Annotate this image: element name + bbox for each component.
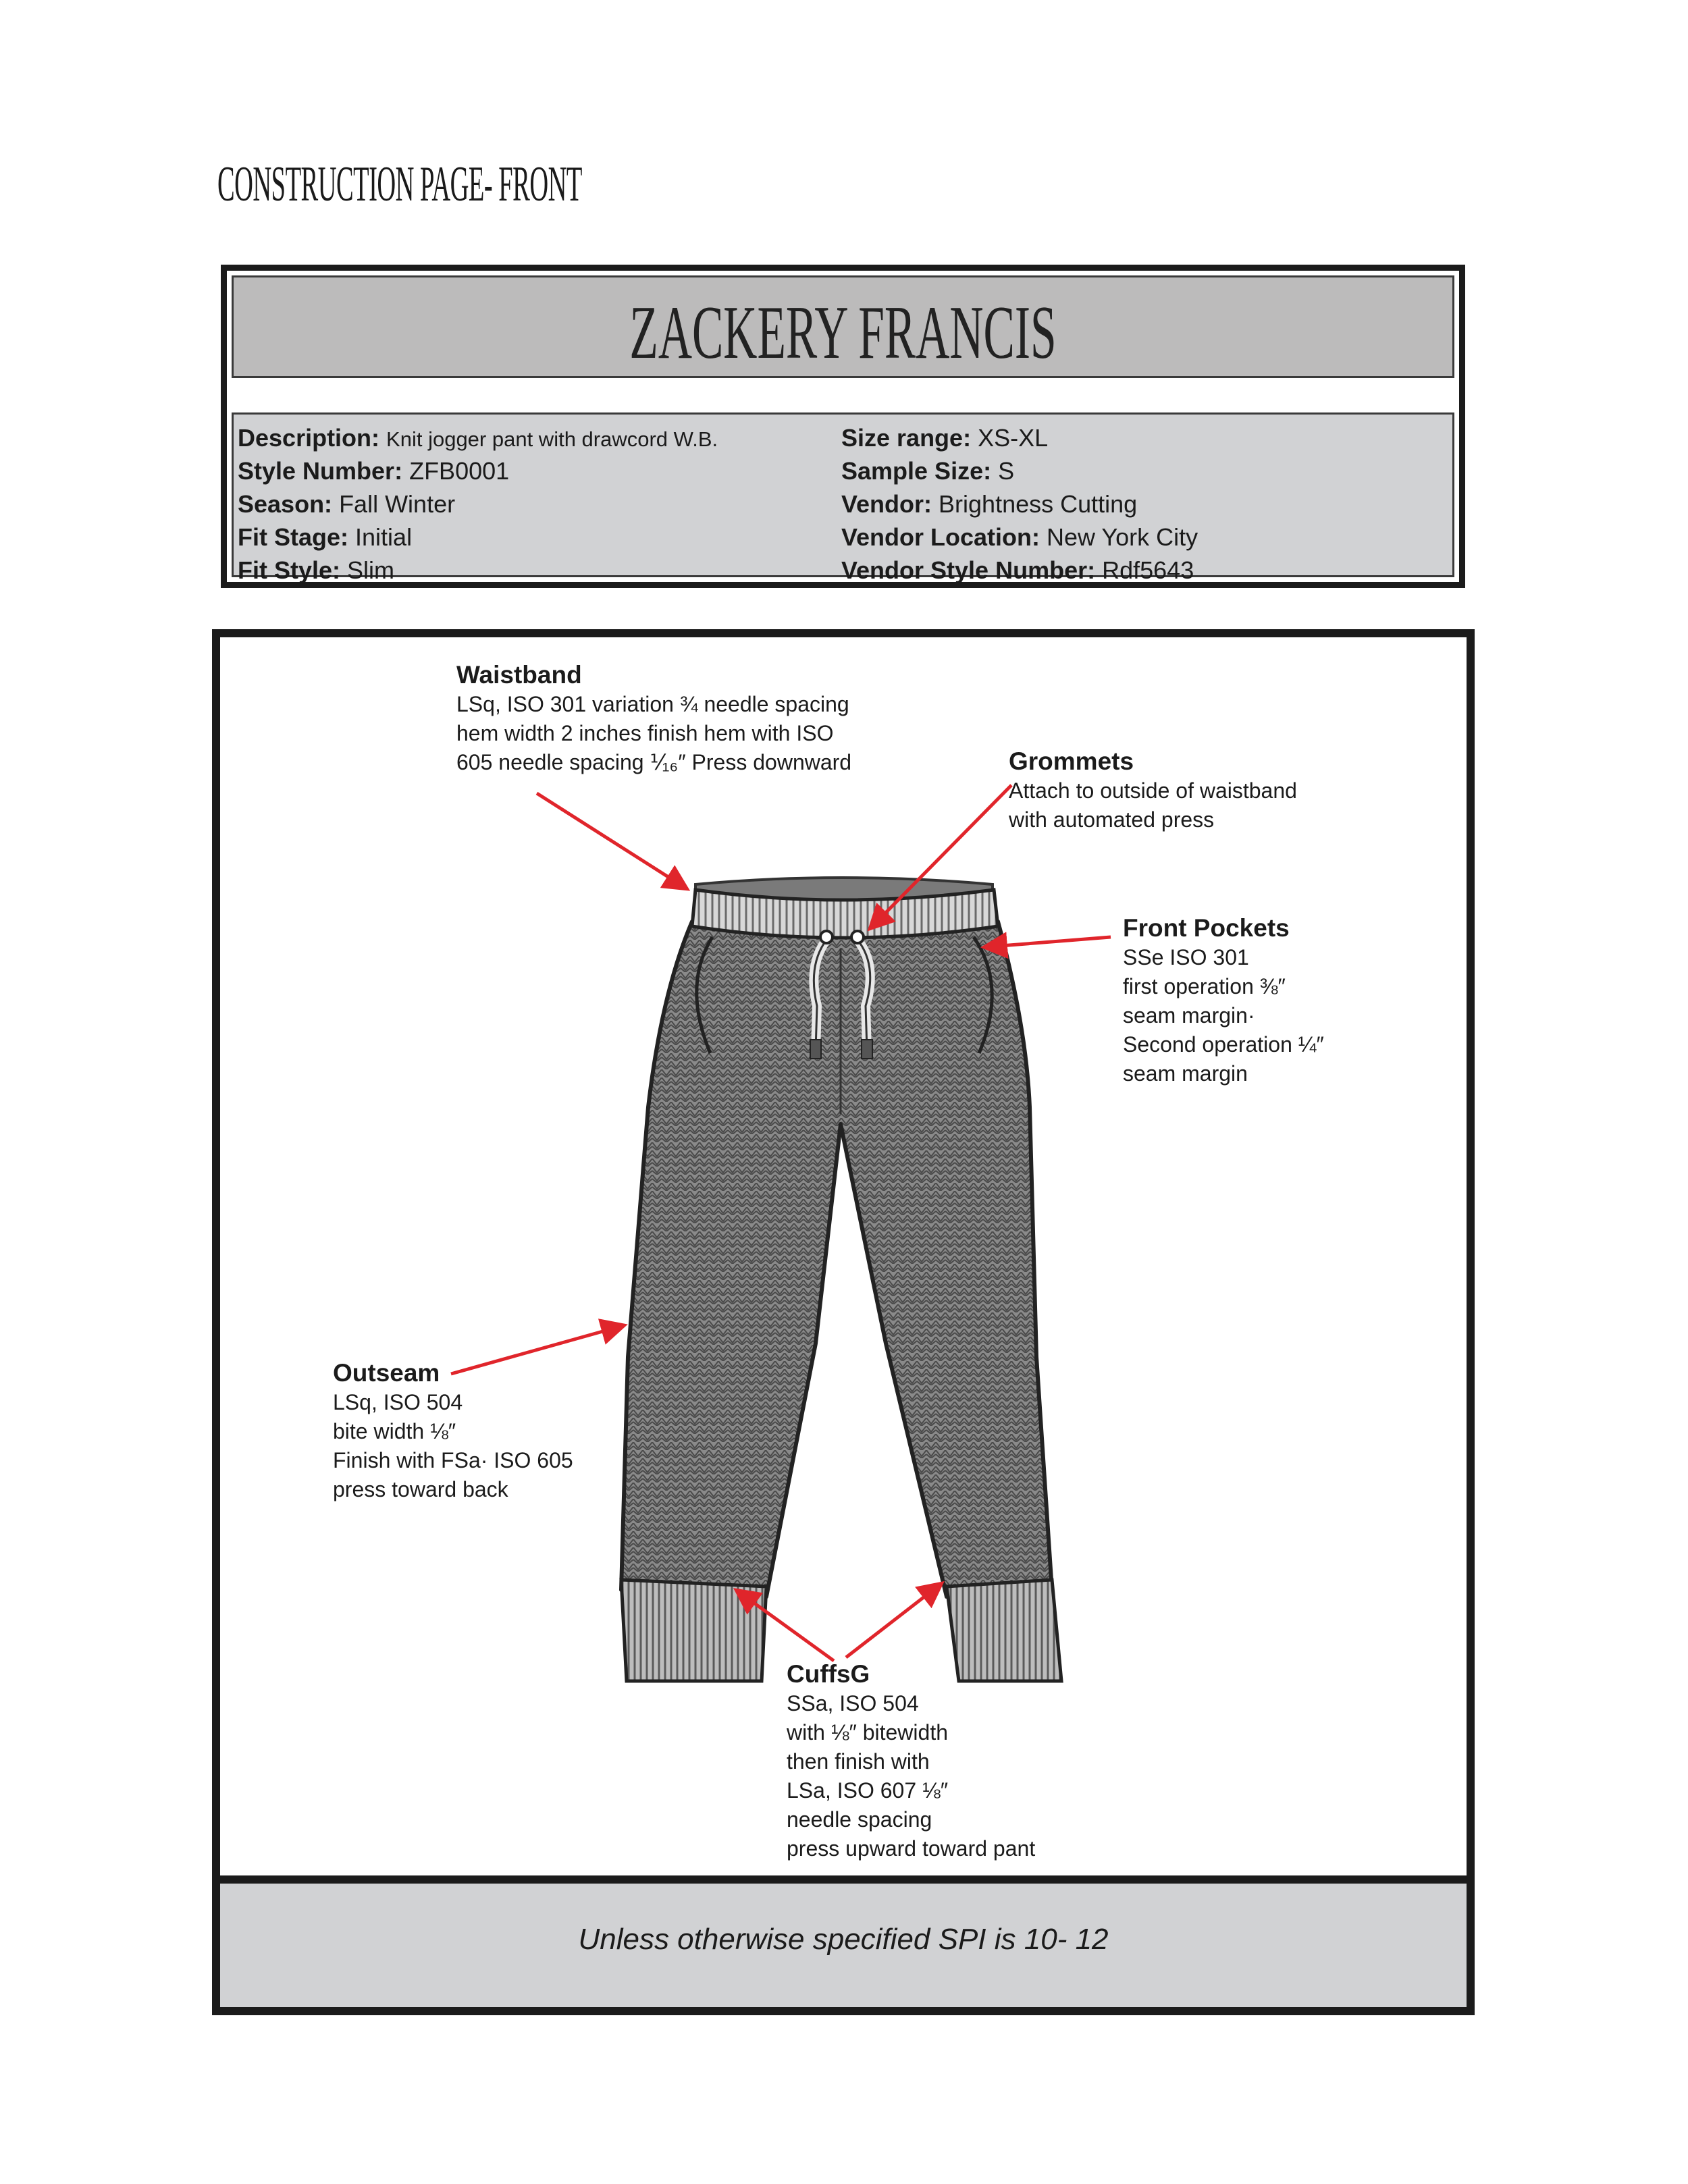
spi-note: Unless otherwise specified SPI is 10- 12 (578, 1923, 1109, 1956)
spec-label: Sample Size: (841, 457, 992, 485)
callout-line: SSe ISO 301 (1123, 945, 1249, 969)
cuffs-callout (787, 1659, 1035, 1863)
callout-line: LSq, ISO 301 variation ¾ needle spacing (456, 692, 849, 716)
callout-title: Grommets (1009, 747, 1134, 775)
callout-title: Outseam (333, 1359, 440, 1387)
callout-line: 605 needle spacing ⅟₁₆″ Press downward (456, 750, 852, 774)
spec-label: Fit Stage: (238, 523, 349, 551)
callout-line: seam margin· (1123, 1003, 1255, 1028)
grommet-right (851, 931, 864, 943)
outseam-callout (333, 1358, 573, 1504)
spec-label: Season: (238, 490, 333, 518)
cord-tip-left (810, 1040, 821, 1059)
callout-line: with automated press (1009, 807, 1215, 832)
spec-value: Slim (347, 556, 395, 584)
callout-line: first operation ⅜″ (1123, 974, 1286, 998)
callout-line: Attach to outside of waistband (1009, 778, 1297, 803)
waistband-callout (456, 660, 851, 777)
cuffs-arrow-right (846, 1583, 942, 1657)
callout-title: Front Pockets (1123, 914, 1290, 942)
callout-line: LSq, ISO 504 (333, 1390, 463, 1414)
callout-line: bite width ⅛″ (333, 1419, 456, 1443)
spec-value: XS-XL (978, 424, 1049, 452)
spec-label: Vendor Style Number: (841, 556, 1096, 584)
page-title: CONSTRUCTION PAGE- FRONT (217, 157, 582, 212)
callout-line: needle spacing (787, 1807, 932, 1832)
callout-title: CuffsG (787, 1660, 870, 1688)
spec-value: S (998, 457, 1015, 485)
spec-label: Vendor Location: (841, 523, 1040, 551)
spec-value: Fall Winter (339, 490, 456, 518)
front-pockets-callout (1123, 913, 1324, 1088)
callout-line: Finish with FSa· ISO 605 (333, 1448, 573, 1472)
spec-value: Rdf5643 (1102, 556, 1194, 584)
spec-value: Knit jogger pant with drawcord W.B. (386, 427, 718, 451)
callout-line: Second operation ¼″ (1123, 1032, 1324, 1057)
callout-line: hem width 2 inches finish hem with ISO (456, 721, 834, 745)
spec-label: Description: (238, 424, 380, 452)
cord-tip-right (862, 1040, 872, 1059)
waistband-arrow (537, 793, 687, 889)
callout-title: Waistband (456, 661, 582, 689)
brand-name: ZACKERY FRANCIS (629, 291, 1057, 375)
grommet-left (820, 931, 833, 943)
callout-line: SSa, ISO 504 (787, 1691, 919, 1715)
spec-value: New York City (1047, 523, 1198, 551)
callout-line: press upward toward pant (787, 1836, 1036, 1861)
callout-line: then finish with (787, 1749, 930, 1774)
grommets-callout (1009, 747, 1297, 834)
spec-label: Style Number: (238, 457, 403, 485)
spec-value: ZFB0001 (409, 457, 510, 485)
callout-line: LSa, ISO 607 ⅛″ (787, 1778, 949, 1803)
spec-value: Initial (355, 523, 413, 551)
callout-line: seam margin (1123, 1061, 1248, 1086)
spec-label: Fit Style: (238, 556, 341, 584)
callout-line: press toward back (333, 1477, 508, 1501)
spec-value: Brightness Cutting (939, 490, 1138, 518)
spec-label: Size range: (841, 424, 972, 452)
spec-label: Vendor: (841, 490, 932, 518)
callout-line: with ⅛″ bitewidth (787, 1720, 948, 1744)
